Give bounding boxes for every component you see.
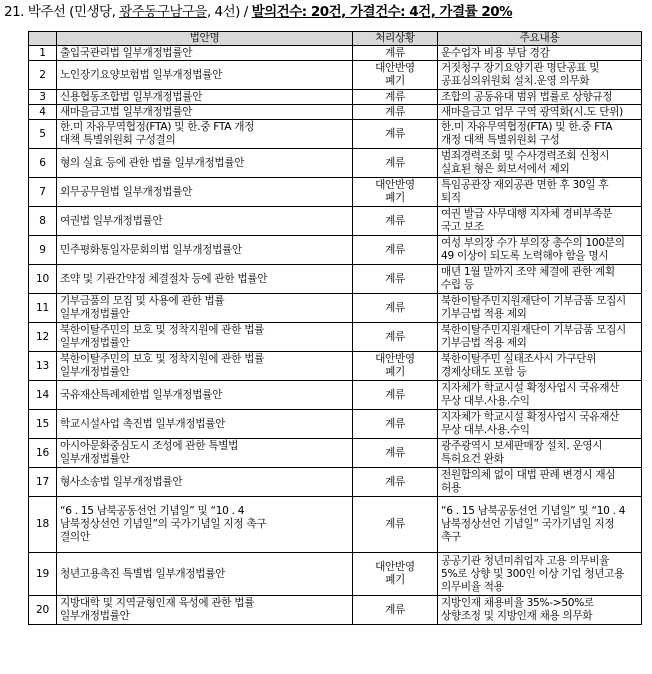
status-cell: [353, 236, 438, 265]
content-cell: [438, 236, 642, 265]
table-row: [29, 178, 642, 207]
content-cell: [438, 90, 642, 105]
content-line: 거짓청구 장기요양기관 명단공표 및: [441, 62, 600, 74]
content-line: 여권 발급 사무대행 지자체 경비부족분: [441, 208, 613, 220]
table-row: [29, 265, 642, 294]
table-row: [29, 105, 642, 120]
bill-name-line: 청년고용촉진 특별법 일부개정법률안: [60, 567, 226, 580]
content-line: 기부금법 적용 제외: [441, 308, 527, 320]
bill-name-cell: [57, 105, 353, 120]
status-cell: [353, 178, 438, 207]
bill-name-cell: [57, 178, 353, 207]
status-line: 대안반영: [375, 179, 415, 191]
bill-name-cell: [57, 497, 353, 553]
row-number: 15: [29, 410, 57, 439]
status-line: 폐기: [385, 574, 405, 586]
table-row: [29, 410, 642, 439]
content-line: 의무비율 적용: [441, 580, 504, 593]
content-line: 한.미 자유무역협정(FTA) 및 한.중 FTA: [441, 121, 613, 133]
status-line: 폐기: [385, 192, 405, 204]
bill-name-line: 대책 특별위원회 구성결의: [60, 134, 176, 146]
content-line: 광주광역시 보세판매장 설치. 운영시: [441, 440, 603, 452]
table-row: [29, 294, 642, 323]
content-line: 북한이탈주민지원재단이 기부금품 모집시: [441, 324, 626, 336]
status-line: 폐기: [385, 366, 405, 378]
column-header-status: 처리상황: [353, 32, 438, 46]
bill-name-line: “6 . 15 남북공동선언 기념일” 및 “10 . 4: [60, 505, 245, 517]
status-cell: [353, 352, 438, 381]
bill-name-line: 지방대학 및 지역균형인재 육성에 관한 법률: [60, 597, 255, 609]
status-cell: [353, 61, 438, 90]
content-line: 지방인재 채용비율 35%->50%로: [441, 597, 594, 609]
table-row: [29, 207, 642, 236]
row-number: 9: [29, 236, 57, 265]
status-cell: [353, 149, 438, 178]
bill-name-line: 한.미 자유무역협정(FTA) 및 한.중 FTA 개정: [60, 121, 255, 133]
status-cell: [353, 120, 438, 149]
row-number: 18: [29, 497, 57, 553]
table-row: [29, 468, 642, 497]
content-line: 개정 대책 특별위원회 구성: [441, 134, 560, 146]
content-cell: [438, 178, 642, 207]
content-cell: [438, 294, 642, 323]
row-number: 1: [29, 46, 57, 61]
content-line: 국고 보조: [441, 221, 484, 233]
table-row: [29, 596, 642, 625]
content-cell: [438, 497, 642, 553]
bill-name-line: 신용협동조합법 일부개정법률안: [60, 90, 203, 103]
bill-name-line: 기부금품의 모집 및 사용에 관한 법률: [60, 295, 225, 307]
table-row: [29, 553, 642, 596]
content-line: 실효된 형은 회보서에서 제외: [441, 163, 570, 175]
status-cell: [353, 410, 438, 439]
content-line: 촉구: [441, 531, 461, 543]
content-line: 매년 1월 말까지 조약 체결에 관한 계획: [441, 266, 615, 278]
content-line: 공공기관 청년미취업자 고용 의무비율: [441, 554, 610, 567]
column-header-content: 주요내용: [438, 32, 642, 46]
row-number: 6: [29, 149, 57, 178]
content-line: 새마을금고 업무 구역 광역화(시.도 단위): [441, 105, 623, 118]
status-line: 계류: [385, 603, 405, 616]
row-number: 3: [29, 90, 57, 105]
bill-name-cell: [57, 596, 353, 625]
bill-name-line: 조약 및 기관간약정 체결절차 등에 관한 법률안: [60, 272, 268, 285]
status-line: 계류: [385, 518, 405, 530]
status-line: 계류: [385, 301, 405, 314]
bill-name-line: 북한이탈주민의 보호 및 정착지원에 관한 법률: [60, 324, 265, 336]
content-line: 운수업자 비용 부담 경감: [441, 46, 550, 59]
status-cell: [353, 265, 438, 294]
content-line: 전원합의체 없이 대법 판례 변경시 재심: [441, 469, 616, 481]
row-number: 12: [29, 323, 57, 352]
content-line: 허용: [441, 482, 461, 494]
bill-name-cell: [57, 439, 353, 468]
status-cell: [353, 46, 438, 61]
content-line: 5%로 상향 및 300인 이상 기업 청년고용: [441, 567, 625, 580]
content-cell: [438, 553, 642, 596]
row-number: 17: [29, 468, 57, 497]
bill-name-cell: [57, 294, 353, 323]
content-cell: [438, 207, 642, 236]
content-line: 상향조정 및 지방인재 채용 의무화: [441, 610, 593, 622]
status-line: 대안반영: [375, 62, 415, 74]
row-number: 10: [29, 265, 57, 294]
status-line: 계류: [385, 46, 405, 59]
content-line: 지자체가 학교시설 확정사업시 국유재산: [441, 382, 620, 394]
header-district: 광주동구남구을: [119, 4, 207, 20]
content-line: 퇴직: [441, 192, 461, 204]
content-cell: [438, 468, 642, 497]
table-row: [29, 497, 642, 553]
bill-name-line: 새마을금고법 일부개정법률안: [60, 105, 193, 118]
bill-name-line: 민주평화통일자문회의법 일부개정법률안: [60, 243, 242, 256]
content-cell: [438, 105, 642, 120]
table-row: [29, 149, 642, 178]
table-row: [29, 90, 642, 105]
content-line: 공표심의위원회 설치.운영 의무화: [441, 75, 590, 87]
status-cell: [353, 207, 438, 236]
content-cell: [438, 265, 642, 294]
bill-name-line: 형사소송법 일부개정법률안: [60, 475, 183, 488]
content-line: 기부금법 적용 제외: [441, 337, 527, 349]
content-cell: [438, 149, 642, 178]
bill-table: [28, 31, 642, 625]
page-header: [4, 2, 644, 24]
row-number: 16: [29, 439, 57, 468]
bill-name-cell: [57, 468, 353, 497]
bill-name-line: 형의 실효 등에 관한 법률 일부개정법률안: [60, 156, 245, 169]
row-number: 14: [29, 381, 57, 410]
content-cell: [438, 120, 642, 149]
row-number: 8: [29, 207, 57, 236]
bill-name-cell: [57, 90, 353, 105]
status-line: 계류: [385, 105, 405, 118]
row-number: 20: [29, 596, 57, 625]
content-cell: [438, 352, 642, 381]
status-cell: [353, 381, 438, 410]
bill-name-cell: [57, 323, 353, 352]
content-cell: [438, 381, 642, 410]
content-line: 경제상태도 포함 등: [441, 366, 527, 378]
bill-name-cell: [57, 236, 353, 265]
row-number: 13: [29, 352, 57, 381]
bill-name-line: 일부개정법률안: [60, 453, 130, 465]
content-line: 지자체가 학교시설 확정사업시 국유재산: [441, 411, 620, 423]
status-cell: [353, 294, 438, 323]
bill-name-cell: [57, 553, 353, 596]
status-cell: [353, 105, 438, 120]
status-line: 계류: [385, 156, 405, 169]
status-line: 계류: [385, 475, 405, 488]
bill-name-line: 여권법 일부개정법률안: [60, 214, 163, 227]
bill-name-cell: [57, 149, 353, 178]
content-line: 무상 대부.사용.수익: [441, 395, 530, 407]
content-line: 북한이탈주민 실태조사시 가구단위: [441, 353, 597, 365]
status-line: 계류: [385, 388, 405, 401]
bill-name-line: 결의안: [60, 531, 90, 543]
content-line: 특허요건 완화: [441, 453, 504, 465]
status-cell: [353, 497, 438, 553]
content-line: 여성 부의장 수가 부의장 총수의 100분의: [441, 237, 625, 249]
content-cell: [438, 596, 642, 625]
status-line: 계류: [385, 127, 405, 140]
status-cell: [353, 468, 438, 497]
status-line: 계류: [385, 417, 405, 430]
table-row: [29, 46, 642, 61]
bill-name-cell: [57, 265, 353, 294]
bill-name-line: 일부개정법률안: [60, 366, 130, 378]
bill-name-line: 출입국관리법 일부개정법률안: [60, 46, 193, 59]
table-header-row: [29, 32, 642, 46]
row-number: 2: [29, 61, 57, 90]
content-line: 무상 대부.사용.수익: [441, 424, 530, 436]
table-row: [29, 323, 642, 352]
status-cell: [353, 439, 438, 468]
bill-name-cell: [57, 46, 353, 61]
content-line: 남북정상선언 기념일” 국가기념일 지정: [441, 518, 615, 530]
content-cell: [438, 439, 642, 468]
content-cell: [438, 61, 642, 90]
status-cell: [353, 90, 438, 105]
bill-name-cell: [57, 352, 353, 381]
bill-name-line: 학교시설사업 촉진법 일부개정법률안: [60, 417, 226, 430]
content-cell: [438, 46, 642, 61]
table-row: [29, 439, 642, 468]
status-line: 계류: [385, 272, 405, 285]
row-number: 4: [29, 105, 57, 120]
content-line: “6 . 15 남북공동선언 기념일” 및 “10 . 4: [441, 505, 626, 517]
bill-name-line: 북한이탈주민의 보호 및 정착지원에 관한 법률: [60, 353, 265, 365]
table-row: [29, 381, 642, 410]
table-row: [29, 120, 642, 149]
bill-name-line: 일부개정법률안: [60, 337, 130, 349]
bill-name-line: 노인장기요양보험법 일부개정법률안: [60, 68, 223, 81]
status-line: 계류: [385, 243, 405, 256]
bill-name-cell: [57, 207, 353, 236]
header-suffix: , 4선) /: [206, 4, 252, 20]
bill-name-line: 일부개정법률안: [60, 308, 130, 320]
bill-name-line: 일부개정법률안: [60, 610, 130, 622]
row-number: 19: [29, 553, 57, 596]
bill-name-line: 외무공무원법 일부개정법률안: [60, 185, 193, 198]
status-line: 폐기: [385, 75, 405, 87]
header-stats: 발의건수: 20건, 가결건수: 4건, 가결률 20%: [251, 4, 513, 20]
row-number: 7: [29, 178, 57, 207]
bill-name-line: 아시아문화중심도시 조성에 관한 특별법: [60, 440, 239, 452]
row-number: 5: [29, 120, 57, 149]
table-row: [29, 61, 642, 90]
table-row: [29, 352, 642, 381]
status-line: 계류: [385, 214, 405, 227]
bill-name-cell: [57, 410, 353, 439]
column-header-number: [29, 32, 57, 46]
bill-name-cell: [57, 381, 353, 410]
status-cell: [353, 323, 438, 352]
content-cell: [438, 323, 642, 352]
column-header-bill: 법안명: [57, 32, 353, 46]
bill-name-cell: [57, 61, 353, 90]
table-row: [29, 236, 642, 265]
content-line: 조합의 공동유대 범위 법률로 상향규정: [441, 90, 613, 103]
status-cell: [353, 553, 438, 596]
status-line: 계류: [385, 330, 405, 343]
content-cell: [438, 410, 642, 439]
content-line: 범죄경력조회 및 수사경력조회 신청시: [441, 150, 610, 162]
status-cell: [353, 596, 438, 625]
bill-name-line: 국유재산특례제한법 일부개정법률안: [60, 388, 223, 401]
status-line: 대안반영: [375, 561, 415, 573]
header-prefix: 21. 박주선 (민생당,: [4, 4, 120, 20]
row-number: 11: [29, 294, 57, 323]
content-line: 북한이탈주민지원재단이 기부금품 모집시: [441, 295, 626, 307]
content-line: 수립 등: [441, 279, 474, 291]
status-line: 대안반영: [375, 353, 415, 365]
status-line: 계류: [385, 90, 405, 103]
content-line: 특임공관장 재외공관 면한 후 30일 후: [441, 179, 609, 191]
bill-name-line: 남북정상선언 기념일”의 국가기념일 지정 촉구: [60, 518, 267, 530]
status-line: 계류: [385, 446, 405, 459]
bill-name-cell: [57, 120, 353, 149]
content-line: 49 이상이 되도록 노력해야 함을 명시: [441, 250, 609, 262]
